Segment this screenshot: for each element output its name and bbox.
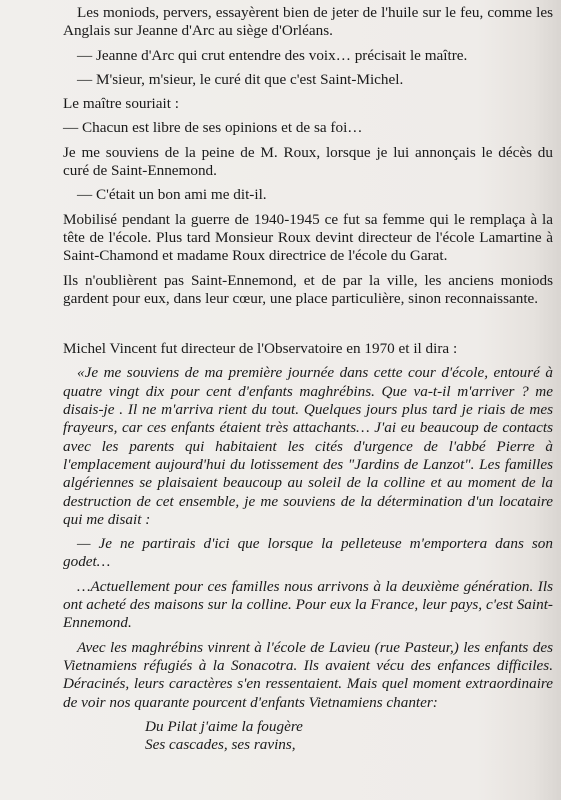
paragraph-peine-roux: Je me souviens de la peine de M. Roux, lorsque je lui annonçais le décès du curé de Saint-Ennemond. [63, 143, 553, 180]
paragraph-oublierent: Ils n'oublièrent pas Saint-Ennemond, et de par la ville, les anciens moniods gardent pour eux, dans leur cœur, une place particulière, sinon reconnaissante. [63, 271, 553, 307]
dialogue-chacun-libre: — Chacun est libre de ses opinions et de sa foi… [63, 119, 363, 137]
dialogue-jeanne: — Jeanne d'Arc qui crut entendre des voix… précisait le maître. [77, 46, 468, 64]
paragraph-maitre-souriait: Le maître souriait : [63, 95, 179, 113]
section-gap [63, 314, 553, 340]
quote-maghrebins-vietnamiens: Avec les maghrébins vinrent à l'école de Lavieu (rue Pasteur,) les enfants des Vietnamiens réfugiés à la Sonacotra. Ils avaient vécu des enfances difficiles. Déracinés, leurs caractères s'en ressentaient. Mais quel moment extraordinaire de voir nos quarante pourcent d'enfants Vietnamiens chanter: [63, 638, 553, 711]
paragraph-mobilise: Mobilisé pendant la guerre de 1940-1945 ce fut sa femme qui le remplaça à la tête de l'école. Plus tard Monsieur Roux devint directeur de l'école Lamartine à Saint-Chamond et madame Roux directrice de l'école du Garat. [63, 210, 553, 265]
dialogue-bon-ami: — C'était un bon ami me dit-il. [77, 186, 267, 204]
quote-premiere-journee: «Je me souviens de ma première journée dans cette cour d'école, entouré à quatre vingt dix pour cent d'enfants maghrébins. Que va-t-il m'arriver ? me disais-je . Il ne m'arriva rient du tout. Quelques jours plus tard je riais de mes frayeurs, car ces enfants étaient très attachants… J'ai eu beaucoup de contacts avec les parents qui habitaient les cités d'urgence de l'abbé Pierre à l'emplacement aujourd'hui du lotissement des "Jardins de Lanzot". Les familles algériennes se plaisaient beaucoup au soleil de la colline et au moment de la destruction de cet ensemble, je me souviens de la détermination d'un locataire qui me disait : [63, 364, 553, 528]
page-text [63, 4, 553, 754]
paragraph-michel-vincent: Michel Vincent fut directeur de l'Observatoire en 1970 et il dira : [63, 340, 458, 358]
paragraph-moniods: Les moniods, pervers, essayèrent bien de jeter de l'huile sur le feu, comme les Anglais sur Jeanne d'Arc au siège d'Orléans. [63, 4, 553, 40]
verse-line: Ses cascades, ses ravins, [145, 736, 296, 754]
song-verse [145, 718, 553, 755]
quote-pelleteuse: — Je ne partirais d'ici que lorsque la pelleteuse m'emportera dans son godet… [63, 535, 553, 571]
dialogue-msieur: — M'sieur, m'sieur, le curé dit que c'est Saint-Michel. [77, 70, 404, 88]
verse-line: Du Pilat j'aime la fougère [145, 717, 303, 735]
quote-deuxieme-generation: …Actuellement pour ces familles nous arrivons à la deuxième génération. Ils ont acheté des maisons sur la colline. Pour eux la France, leur pays, c'est Saint-Ennemond. [63, 577, 553, 632]
